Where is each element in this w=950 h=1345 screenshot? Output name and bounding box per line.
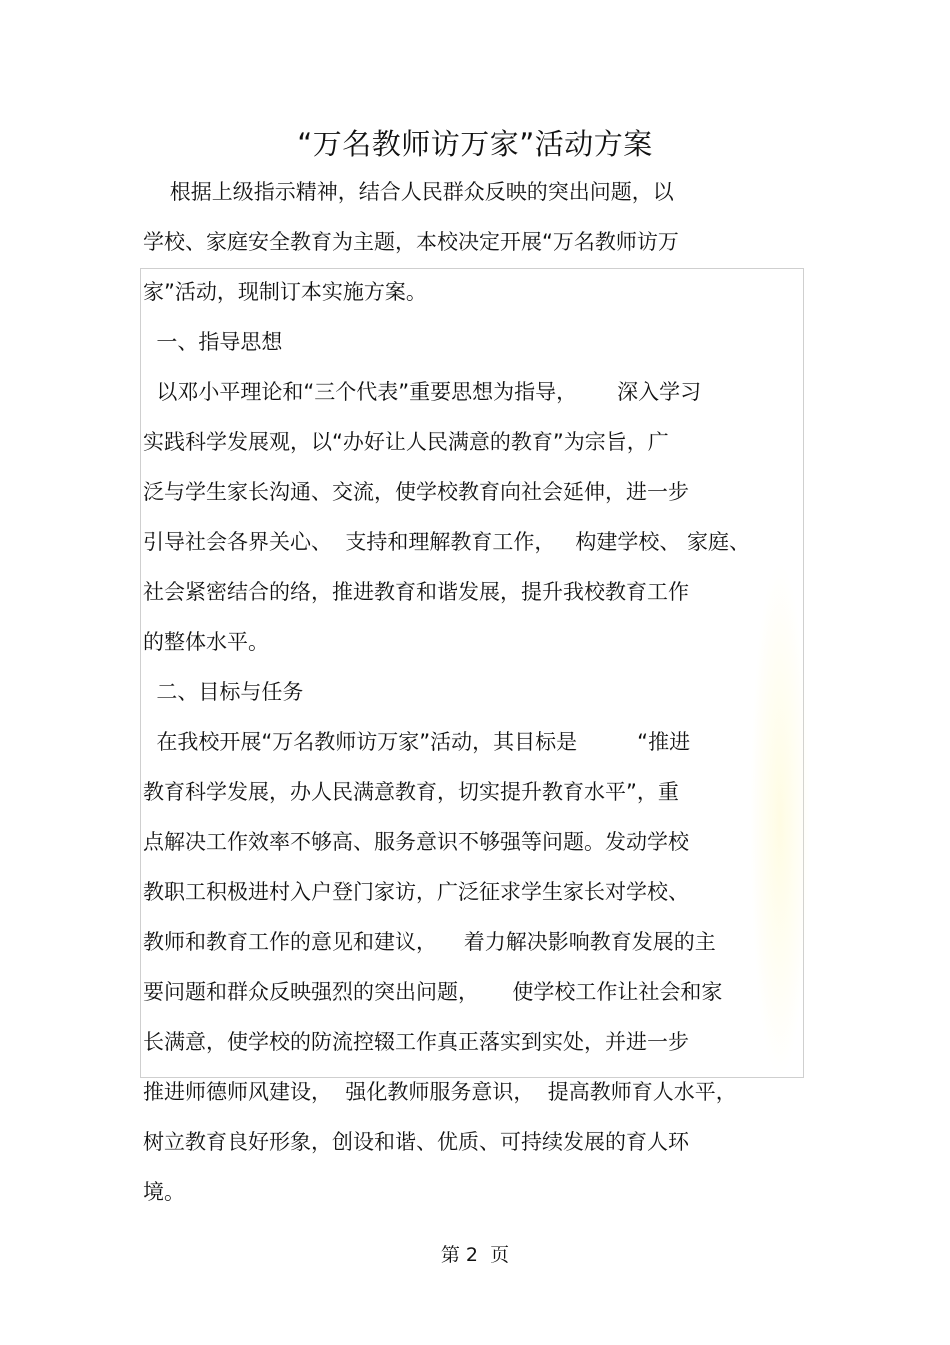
paragraph-line: 推进师德师风建设， 强化教师服务意识， 提高教师育人水平， — [143, 1080, 737, 1104]
paragraph-line: 根据上级指示精神，结合人民群众反映的突出问题，以 — [143, 180, 674, 204]
page-number: 第 2 页 — [440, 1244, 510, 1266]
section-heading-goals: 二、目标与任务 — [143, 680, 304, 704]
paragraph-line: 引导社会各界关心、 支持和理解教育工作， 构建学校、 家庭、 — [143, 530, 751, 554]
section-heading-guiding-thought: 一、指导思想 — [143, 330, 283, 354]
paragraph-line: 要问题和群众反映强烈的突出问题， 使学校工作让社会和家 — [143, 980, 723, 1004]
paragraph-line: 教育科学发展，办人民满意教育，切实提升教育水平”，重 — [143, 780, 679, 804]
paragraph-line: 家”活动，现制订本实施方案。 — [143, 280, 427, 304]
paragraph-line: 学校、家庭安全教育为主题，本校决定开展“万名教师访万 — [143, 230, 679, 254]
paragraph-line: 点解决工作效率不够高、服务意识不够强等问题。发动学校 — [143, 830, 689, 854]
paragraph-line: 的整体水平。 — [143, 630, 269, 654]
paragraph-line: 教师和教育工作的意见和建议， 着力解决影响教育发展的主 — [143, 930, 716, 954]
paragraph-line: 境。 — [143, 1180, 185, 1204]
document-title: “万名教师访万家”活动方案 — [297, 127, 653, 161]
paragraph-line: 泛与学生家长沟通、交流，使学校教育向社会延伸，进一步 — [143, 480, 689, 504]
paragraph-line: 长满意，使学校的防流控辍工作真正落实到实处，并进一步 — [143, 1030, 689, 1054]
paragraph-line: 教职工积极进村入户登门家访，广泛征求学生家长对学校、 — [143, 880, 689, 904]
paragraph-line: 以邓小平理论和“三个代表”重要思想为指导， 深入学习 — [143, 380, 702, 404]
paragraph-line: 在我校开展“万名教师访万家”活动，其目标是 “推进 — [143, 730, 691, 754]
paragraph-line: 树立教育良好形象，创设和谐、优质、可持续发展的育人环 — [143, 1130, 689, 1154]
paragraph-line: 实践科学发展观，以“办好让人民满意的教育”为宗旨，广 — [143, 430, 669, 454]
scan-glow — [750, 560, 810, 1080]
paragraph-line: 社会紧密结合的络，推进教育和谐发展，提升我校教育工作 — [143, 580, 689, 604]
